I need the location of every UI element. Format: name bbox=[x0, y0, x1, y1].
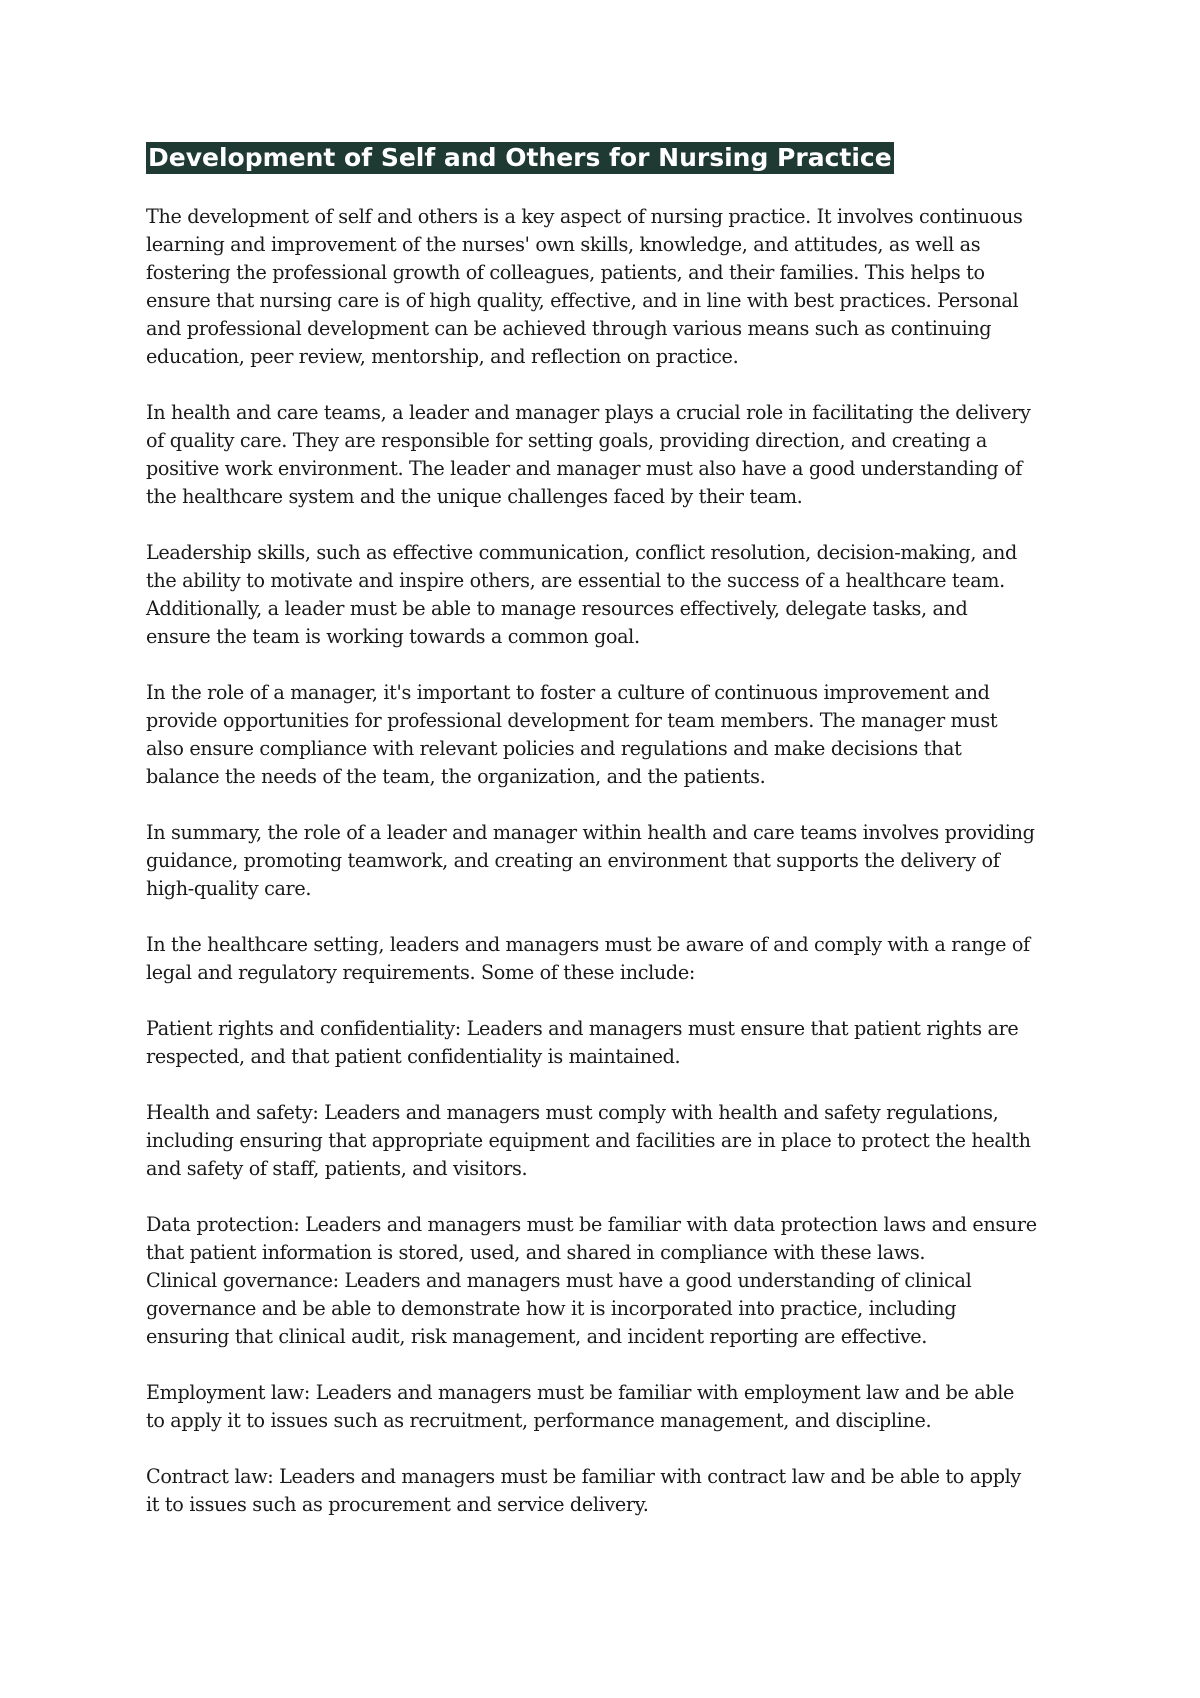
paragraph-manager-role: In the role of a manager, it's important to foster a culture of continuous improvement and provide opportunities for professional development for team members. The manager must also ensure compliance with relevant policies and regulations and make decisions that balance the needs of the team, the organization, and the patients. bbox=[146, 681, 998, 788]
document-title: Development of Self and Others for Nursing Practice bbox=[148, 143, 892, 172]
paragraph-contract-law: Contract law: Leaders and managers must be familiar with contract law and be able to apply it to issues such as procurement and service delivery. bbox=[146, 1465, 1021, 1516]
paragraph-leader-manager-role: In health and care teams, a leader and manager plays a crucial role in facilitating the delivery of quality care. They are responsible for setting goals, providing direction, and creating a positive work environment. The leader and manager must also have a good understanding of the healthcare system and the unique challenges faced by their team. bbox=[146, 401, 1031, 508]
paragraph-health-and-safety: Health and safety: Leaders and managers must comply with health and safety regulations, including ensuring that appropriate equipment and facilities are in place to protect the health and safety of staff, patients, and visitors. bbox=[146, 1101, 1031, 1180]
paragraph-self-development: The development of self and others is a key aspect of nursing practice. It involves continuous learning and improvement of the nurses' own skills, knowledge, and attitudes, as well as fostering the professional growth of colleagues, patients, and their families. This helps to ensure that nursing care is of high quality, effective, and in line with best practices. Personal and professional development can be achieved through various means such as continuing education, peer review, mentorship, and reflection on practice. bbox=[146, 205, 1023, 368]
paragraph-data-protection: Data protection: Leaders and managers must be familiar with data protection laws and ensure that patient information is stored, used, and shared in compliance with these laws. bbox=[146, 1213, 1037, 1264]
paragraph-legal-requirements-intro: In the healthcare setting, leaders and managers must be aware of and comply with a range of legal and regulatory requirements. Some of these include: bbox=[146, 933, 1030, 984]
paragraph-summary: In summary, the role of a leader and manager within health and care teams involves providing guidance, promoting teamwork, and creating an environment that supports the delivery of high-quality care. bbox=[146, 821, 1035, 900]
paragraph-patient-rights: Patient rights and confidentiality: Leaders and managers must ensure that patient rights are respected, and that patient confidentiality is maintained. bbox=[146, 1017, 1019, 1068]
document-body bbox=[146, 142, 1076, 1547]
paragraph-employment-law: Employment law: Leaders and managers must be familiar with employment law and be able to apply it to issues such as recruitment, performance management, and discipline. bbox=[146, 1381, 1015, 1432]
paragraph-clinical-governance: Clinical governance: Leaders and managers must have a good understanding of clinical governance and be able to demonstrate how it is incorporated into practice, including ensuring that clinical audit, risk management, and incident reporting are effective. bbox=[146, 1269, 972, 1348]
paragraph-leadership-skills: Leadership skills, such as effective communication, conflict resolution, decision-making, and the ability to motivate and inspire others, are essential to the success of a healthcare team. Additionally, a leader must be able to manage resources effectively, delegate tasks, and ensure the team is working towards a common goal. bbox=[146, 541, 1017, 648]
